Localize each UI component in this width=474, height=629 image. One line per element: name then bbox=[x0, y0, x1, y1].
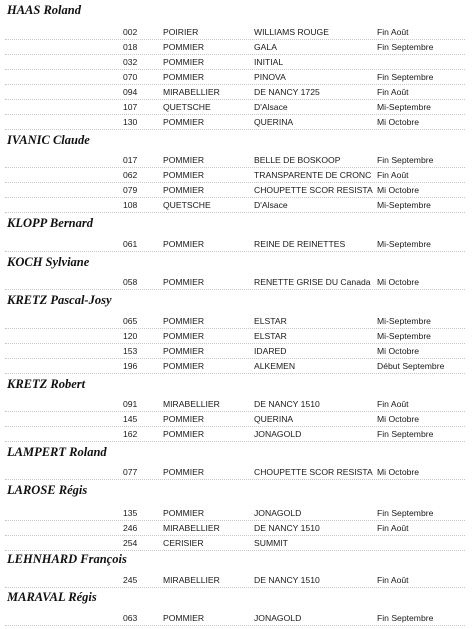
row-divider bbox=[5, 39, 465, 40]
table-row bbox=[0, 522, 474, 534]
tree-number: 130 bbox=[123, 117, 138, 127]
tree-species: POMMIER bbox=[163, 42, 205, 52]
owner-name: LEHNHARD François bbox=[7, 552, 127, 566]
table-row bbox=[0, 428, 474, 440]
tree-species: CERISIER bbox=[163, 538, 204, 548]
tree-variety: ELSTAR bbox=[254, 316, 287, 326]
row-divider bbox=[5, 289, 465, 290]
tree-variety: D'Alsace bbox=[254, 102, 288, 112]
owner-name: KLOPP Bernard bbox=[7, 216, 93, 230]
row-divider bbox=[5, 182, 465, 183]
tree-variety: TRANSPARENTE DE CRONC bbox=[254, 170, 372, 180]
tree-species: QUETSCHE bbox=[163, 102, 211, 112]
tree-species: POMMIER bbox=[163, 117, 205, 127]
table-row bbox=[0, 612, 474, 624]
tree-number: 135 bbox=[123, 508, 138, 518]
row-divider bbox=[5, 373, 465, 374]
table-row bbox=[0, 537, 474, 549]
table-row bbox=[0, 184, 474, 196]
tree-number: 162 bbox=[123, 429, 138, 439]
tree-number: 002 bbox=[123, 27, 138, 37]
tree-number: 145 bbox=[123, 414, 138, 424]
table-row bbox=[0, 56, 474, 68]
maturity-period: Début Septembre bbox=[377, 361, 445, 371]
tree-number: 017 bbox=[123, 155, 138, 165]
row-divider bbox=[5, 358, 465, 359]
maturity-period: Fin Septembre bbox=[377, 613, 434, 623]
maturity-period: Fin Août bbox=[377, 575, 409, 585]
tree-variety: D'Alsace bbox=[254, 200, 288, 210]
row-divider bbox=[5, 625, 465, 626]
tree-number: 108 bbox=[123, 200, 138, 210]
maturity-period: Mi-Septembre bbox=[377, 200, 431, 210]
maturity-period: Fin Septembre bbox=[377, 155, 434, 165]
tree-variety: QUERINA bbox=[254, 117, 294, 127]
tree-species: QUETSCHE bbox=[163, 200, 211, 210]
tree-species: POMMIER bbox=[163, 57, 205, 67]
row-divider bbox=[5, 441, 465, 442]
maturity-period: Fin Août bbox=[377, 87, 409, 97]
tree-species: POMMIER bbox=[163, 239, 205, 249]
table-row bbox=[0, 360, 474, 372]
maturity-period: Fin Septembre bbox=[377, 42, 434, 52]
table-row bbox=[0, 26, 474, 38]
maturity-period: Mi Octobre bbox=[377, 185, 420, 195]
table-row bbox=[0, 345, 474, 357]
tree-variety: SUMMIT bbox=[254, 538, 288, 548]
maturity-period: Fin Août bbox=[377, 27, 409, 37]
row-divider bbox=[5, 411, 465, 412]
tree-variety: RENETTE GRISE DU Canada bbox=[254, 277, 371, 287]
tree-species: POMMIER bbox=[163, 155, 205, 165]
tree-variety: INITIAL bbox=[254, 57, 284, 67]
row-divider bbox=[5, 343, 465, 344]
table-row bbox=[0, 86, 474, 98]
row-divider bbox=[5, 587, 465, 588]
table-row bbox=[0, 41, 474, 53]
table-row bbox=[0, 238, 474, 250]
table-row bbox=[0, 116, 474, 128]
tree-number: 018 bbox=[123, 42, 138, 52]
tree-species: POMMIER bbox=[163, 331, 205, 341]
maturity-period: Fin Août bbox=[377, 523, 409, 533]
tree-species: MIRABELLIER bbox=[163, 523, 220, 533]
maturity-period: Mi-Septembre bbox=[377, 102, 431, 112]
tree-variety: WILLIAMS ROUGE bbox=[254, 27, 329, 37]
owner-name: KRETZ Robert bbox=[7, 377, 86, 391]
row-divider bbox=[5, 212, 465, 213]
maturity-period: Mi-Septembre bbox=[377, 239, 431, 249]
row-divider bbox=[5, 328, 465, 329]
tree-number: 107 bbox=[123, 102, 138, 112]
table-row bbox=[0, 413, 474, 425]
tree-number: 079 bbox=[123, 185, 138, 195]
table-row bbox=[0, 466, 474, 478]
maturity-period: Mi-Septembre bbox=[377, 316, 431, 326]
tree-species: POMMIER bbox=[163, 508, 205, 518]
tree-number: 062 bbox=[123, 170, 138, 180]
tree-variety: CHOUPETTE SCOR RESISTA bbox=[254, 467, 373, 477]
tree-number: 245 bbox=[123, 575, 138, 585]
tree-number: 061 bbox=[123, 239, 138, 249]
table-row bbox=[0, 101, 474, 113]
tree-species: POMMIER bbox=[163, 414, 205, 424]
maturity-period: Mi Octobre bbox=[377, 414, 420, 424]
row-divider bbox=[5, 84, 465, 85]
tree-species: POMMIER bbox=[163, 170, 205, 180]
tree-variety: CHOUPETTE SCOR RESISTA bbox=[254, 185, 373, 195]
maturity-period: Mi Octobre bbox=[377, 117, 420, 127]
row-divider bbox=[5, 535, 465, 536]
tree-variety: DE NANCY 1510 bbox=[254, 523, 320, 533]
tree-number: 246 bbox=[123, 523, 138, 533]
table-row bbox=[0, 315, 474, 327]
table-row bbox=[0, 574, 474, 586]
row-divider bbox=[5, 69, 465, 70]
tree-number: 196 bbox=[123, 361, 138, 371]
tree-variety: JONAGOLD bbox=[254, 613, 302, 623]
tree-species: POMMIER bbox=[163, 429, 205, 439]
maturity-period: Fin Août bbox=[377, 399, 409, 409]
tree-species: POMMIER bbox=[163, 72, 205, 82]
owner-name: HAAS Roland bbox=[7, 3, 81, 17]
row-divider bbox=[5, 479, 465, 480]
row-divider bbox=[5, 197, 465, 198]
table-row bbox=[0, 71, 474, 83]
maturity-period: Mi-Septembre bbox=[377, 331, 431, 341]
maturity-period: Mi Octobre bbox=[377, 346, 420, 356]
tree-number: 094 bbox=[123, 87, 138, 97]
row-divider bbox=[5, 54, 465, 55]
tree-variety: DE NANCY 1510 bbox=[254, 399, 320, 409]
table-row bbox=[0, 154, 474, 166]
maturity-period: Fin Septembre bbox=[377, 508, 434, 518]
owner-name: IVANIC Claude bbox=[7, 133, 90, 147]
tree-variety: QUERINA bbox=[254, 414, 294, 424]
tree-number: 063 bbox=[123, 613, 138, 623]
tree-species: POMMIER bbox=[163, 316, 205, 326]
table-row bbox=[0, 276, 474, 288]
table-row bbox=[0, 507, 474, 519]
row-divider bbox=[5, 426, 465, 427]
tree-species: MIRABELLIER bbox=[163, 575, 220, 585]
maturity-period: Fin Septembre bbox=[377, 72, 434, 82]
table-row bbox=[0, 398, 474, 410]
maturity-period: Fin Septembre bbox=[377, 429, 434, 439]
owner-name: KRETZ Pascal-Josy bbox=[7, 293, 112, 307]
maturity-period: Fin Août bbox=[377, 170, 409, 180]
tree-species: POMMIER bbox=[163, 361, 205, 371]
tree-species: MIRABELLIER bbox=[163, 399, 220, 409]
tree-variety: GALA bbox=[254, 42, 277, 52]
tree-species: POMMIER bbox=[163, 185, 205, 195]
tree-number: 077 bbox=[123, 467, 138, 477]
tree-number: 153 bbox=[123, 346, 138, 356]
table-row bbox=[0, 169, 474, 181]
tree-species: POMMIER bbox=[163, 613, 205, 623]
tree-variety: BELLE DE BOSKOOP bbox=[254, 155, 341, 165]
tree-variety: JONAGOLD bbox=[254, 429, 302, 439]
row-divider bbox=[5, 520, 465, 521]
row-divider bbox=[5, 114, 465, 115]
tree-variety: DE NANCY 1725 bbox=[254, 87, 320, 97]
row-divider bbox=[5, 99, 465, 100]
tree-variety: JONAGOLD bbox=[254, 508, 302, 518]
row-divider bbox=[5, 251, 465, 252]
tree-number: 120 bbox=[123, 331, 138, 341]
tree-species: MIRABELLIER bbox=[163, 87, 220, 97]
tree-species: POMMIER bbox=[163, 277, 205, 287]
tree-variety: REINE DE REINETTES bbox=[254, 239, 346, 249]
tree-variety: DE NANCY 1510 bbox=[254, 575, 320, 585]
owner-name: LAROSE Régis bbox=[7, 483, 88, 497]
tree-number: 091 bbox=[123, 399, 138, 409]
tree-variety: IDARED bbox=[254, 346, 287, 356]
tree-species: POMMIER bbox=[163, 467, 205, 477]
tree-species: POIRIER bbox=[163, 27, 199, 37]
tree-number: 032 bbox=[123, 57, 138, 67]
tree-number: 070 bbox=[123, 72, 138, 82]
row-divider bbox=[5, 550, 465, 551]
row-divider bbox=[5, 129, 465, 130]
table-row bbox=[0, 330, 474, 342]
tree-number: 254 bbox=[123, 538, 138, 548]
tree-variety: PINOVA bbox=[254, 72, 286, 82]
owner-name: KOCH Sylviane bbox=[7, 255, 90, 269]
tree-variety: ELSTAR bbox=[254, 331, 287, 341]
tree-number: 065 bbox=[123, 316, 138, 326]
maturity-period: Mi Octobre bbox=[377, 277, 420, 287]
owner-name: MARAVAL Régis bbox=[7, 590, 97, 604]
table-row bbox=[0, 199, 474, 211]
tree-number: 058 bbox=[123, 277, 138, 287]
tree-variety: ALKEMEN bbox=[254, 361, 296, 371]
row-divider bbox=[5, 167, 465, 168]
maturity-period: Mi Octobre bbox=[377, 467, 420, 477]
owner-name: LAMPERT Roland bbox=[7, 445, 107, 459]
tree-species: POMMIER bbox=[163, 346, 205, 356]
